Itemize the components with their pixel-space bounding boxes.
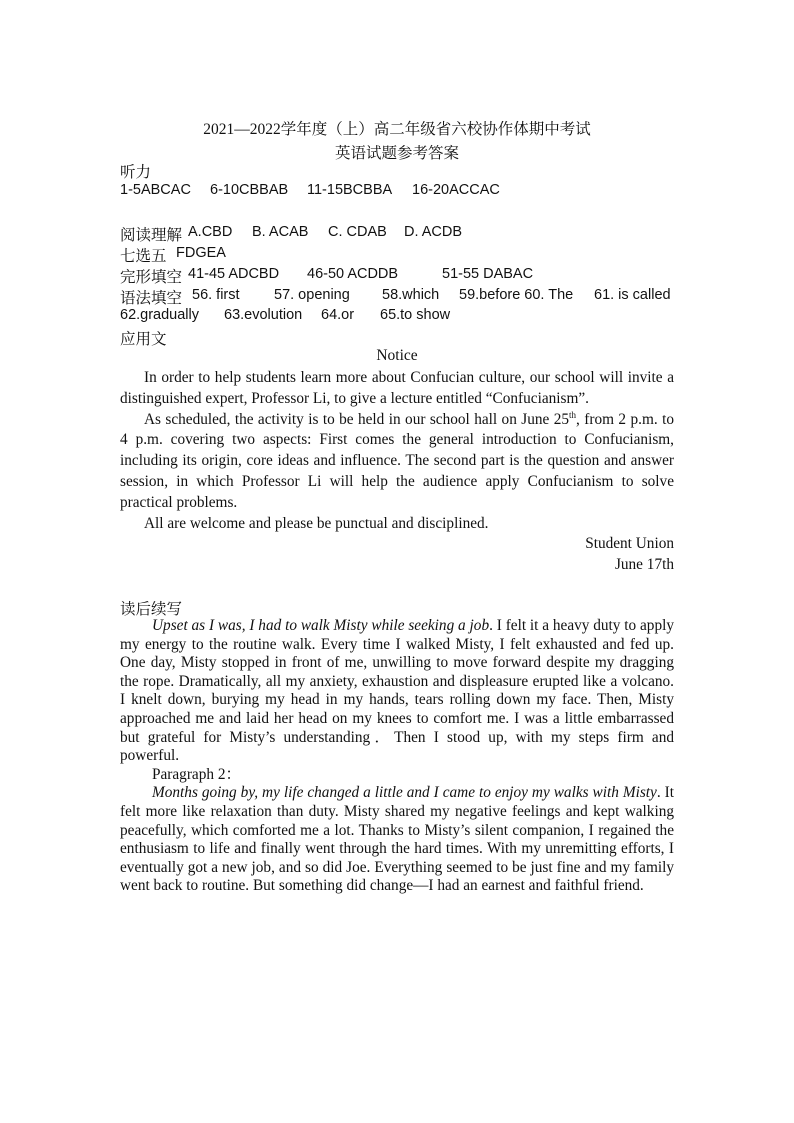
grammar-answer-59-60: 59.before 60. The	[459, 287, 574, 303]
seven-choose-five-answer: FDGEA	[176, 245, 226, 261]
reading-label: 阅读理解	[120, 227, 183, 244]
reading-answer-d: D. ACDB	[404, 224, 463, 240]
grammar-answer-57: 57. opening	[274, 287, 350, 303]
listening-answer-4: 16-20ACCAC	[412, 182, 500, 198]
cloze-answer-2: 46-50 ACDDB	[307, 266, 399, 282]
seven-choose-five-row	[120, 244, 226, 266]
continuation-paragraph-2: Months going by, my life changed a little and I came to enjoy my walks with Misty. It felt more like relaxation than duty. Misty shared my negative feelings and kept walking peacefully, which comforted me a lot. Thanks to Misty’s silent companion, I regained the enthusiasm to life and finally went through the hard times. With my unremitting efforts, I eventually got a new job, and so did Joe. Everything seemed to be just fine and my family went back to routine. But something did change—I had an earnest and faithful friend.	[120, 784, 674, 895]
grammar-answer-62: 62.gradually	[120, 307, 199, 323]
grammar-answer-64: 64.or	[321, 307, 355, 323]
cloze-row	[120, 265, 534, 287]
exam-title: 2021—2022学年度（上）高二年级省六校协作体期中考试	[203, 121, 591, 138]
grammar-answer-61: 61. is called	[594, 287, 671, 303]
cloze-label: 完形填空	[120, 269, 183, 286]
continuation-paragraph-1: Upset as I was, I had to walk Misty while seeking a job. I felt it a heavy duty to apply my energy to the routine walk. Every time I walked Misty, I felt exhausted and fed up. One day, Misty stopped in front of me, unwilling to move forward despite my dragging the rope. Dramatically, all my anxiety, exhaustion and displeasure erupted like a volcano. I knelt down, burying my head in my hands, tears rolling down my face. Then, Misty approached me and laid her head on my knees to comfort me. I was a little embarrassed but grateful for Misty’s understanding．Then I stood up, with my steps firm and powerful.	[120, 617, 674, 765]
practical-writing-label: 应用文	[120, 331, 167, 348]
notice-paragraph-2: As scheduled, the activity is to be held in our school hall on June 25th, from 2 p.m. to 4 p.m. covering two aspects: First comes the general introduction to Confucianism, including its origin, core ideas and influence. The second part is the question and answer session, in which Professor Li will help the audience apply Confucianism to solve practical problems.	[120, 409, 675, 511]
notice-signature: Student Union	[585, 535, 674, 552]
notice-body	[120, 368, 674, 534]
notice-date: June 17th	[614, 556, 674, 573]
reading-row	[120, 223, 463, 245]
listening-answer-2: 6-10CBBAB	[210, 182, 289, 198]
seven-choose-five-label: 七选五	[120, 248, 167, 265]
grammar-row-1	[120, 286, 671, 308]
listening-label: 听力	[120, 164, 152, 181]
grammar-answer-63: 63.evolution	[224, 307, 303, 323]
cloze-answer-1: 41-45 ADCBD	[188, 266, 280, 282]
grammar-answer-58: 58.which	[382, 287, 440, 303]
listening-answer-3: 11-15BCBBA	[307, 182, 393, 198]
grammar-answer-65: 65.to show	[380, 307, 451, 323]
cloze-answer-3: 51-55 DABAC	[442, 266, 534, 282]
paragraph-2-heading: Paragraph 2：	[152, 765, 241, 783]
reading-answer-b: B. ACAB	[252, 224, 309, 240]
exam-subtitle: 英语试题参考答案	[334, 145, 459, 162]
grammar-answer-56: 56. first	[192, 287, 240, 303]
reading-answer-a: A.CBD	[188, 224, 233, 240]
notice-paragraph-1: In order to help students learn more about Confucian culture, our school will invite a distinguished expert, Professor Li, to give a lecture entitled “Confucianism”.	[120, 369, 674, 407]
continuation-writing-label: 读后续写	[120, 601, 183, 618]
continuation-body	[120, 617, 674, 896]
notice-title: Notice	[376, 347, 418, 364]
reading-answer-c: C. CDAB	[328, 224, 387, 240]
grammar-label: 语法填空	[120, 290, 183, 307]
notice-paragraph-3: All are welcome and please be punctual and disciplined.	[144, 514, 489, 532]
listening-answer-1: 1-5ABCAC	[120, 182, 191, 198]
